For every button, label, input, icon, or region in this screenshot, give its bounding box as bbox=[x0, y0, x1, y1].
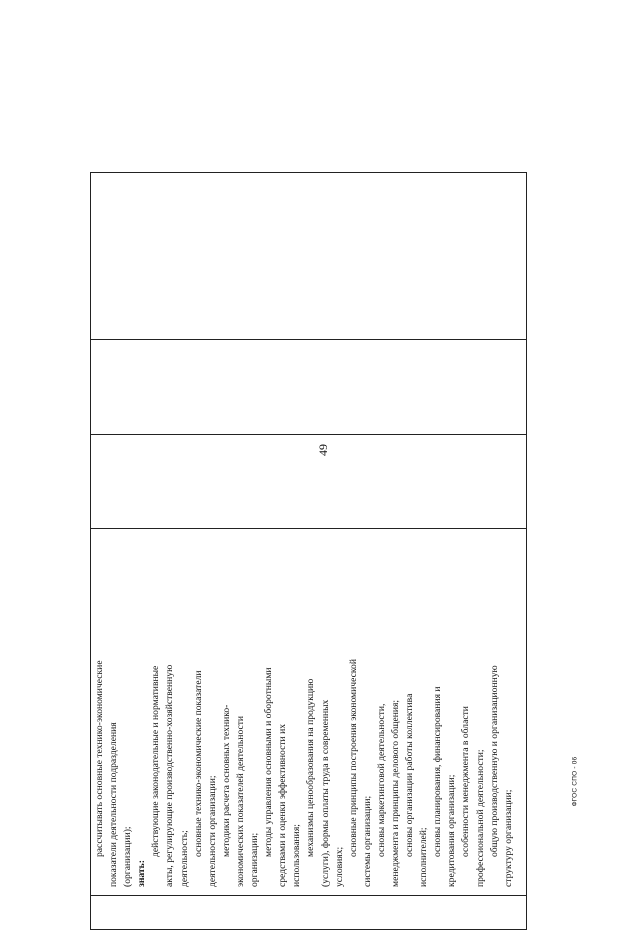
text-line: профессиональной деятельности; bbox=[474, 749, 486, 887]
text-line: методы управления основными и оборотными bbox=[263, 667, 275, 857]
table-cell-blank bbox=[91, 435, 527, 529]
table-cell-blank bbox=[91, 173, 527, 340]
text-line: использования; bbox=[291, 824, 303, 887]
knowledge-text bbox=[91, 529, 516, 895]
text-line: исполнителей; bbox=[418, 827, 430, 887]
competency-table bbox=[90, 172, 527, 930]
text-line: экономических показателей деятельности bbox=[234, 715, 246, 887]
page-number: 49 bbox=[316, 444, 330, 456]
text-line: структуру организации; bbox=[502, 789, 514, 887]
footer-code: ФГОС СПО - 06 bbox=[571, 756, 579, 807]
text-line: деятельность; bbox=[178, 830, 190, 887]
text-line: основные принципы построения экономической bbox=[347, 659, 359, 857]
text-line: средствами и оценки эффективности их bbox=[277, 723, 289, 887]
text-line: механизмы ценообразования на продукцию bbox=[305, 678, 317, 857]
table-cell-knowledge bbox=[91, 529, 527, 896]
text-line: методики расчета основных технико- bbox=[220, 704, 232, 857]
text-line: (организации); bbox=[122, 826, 134, 887]
text-line: основные технико-экономические показатели bbox=[192, 670, 204, 857]
text-line: показатели деятельности подразделения bbox=[108, 722, 120, 887]
table-cell-index bbox=[91, 896, 527, 930]
competency-table-wrapper bbox=[90, 173, 527, 930]
text-line: условиях; bbox=[333, 846, 345, 887]
text-line: организации; bbox=[249, 832, 261, 887]
text-line: основы планирования, финансирования и bbox=[432, 686, 444, 857]
section-heading: знать: bbox=[136, 860, 148, 887]
text-line: деятельности организации; bbox=[206, 775, 218, 887]
text-line: основы маркетинговой деятельности, bbox=[375, 703, 387, 857]
text-line: особенности менеджмента в области bbox=[460, 706, 472, 857]
text-line: акты, регулирующие производственно-хозяйственную bbox=[164, 664, 176, 887]
text-line: рассчитывать основные технико-экономические bbox=[94, 660, 105, 857]
table-row bbox=[91, 173, 527, 930]
text-line: (услуги), формы оплаты труда в современных bbox=[319, 699, 331, 887]
text-line: основы организации работы коллектива bbox=[404, 693, 416, 857]
text-line: действующие законодательные и нормативные bbox=[150, 665, 162, 857]
text-line: кредитования организации; bbox=[446, 774, 458, 887]
text-line: общую производственную и организационную bbox=[488, 665, 500, 857]
text-line: системы организации; bbox=[361, 795, 373, 887]
text-line: менеджмента и принципы делового общения; bbox=[389, 699, 401, 887]
table-cell-blank bbox=[91, 340, 527, 435]
